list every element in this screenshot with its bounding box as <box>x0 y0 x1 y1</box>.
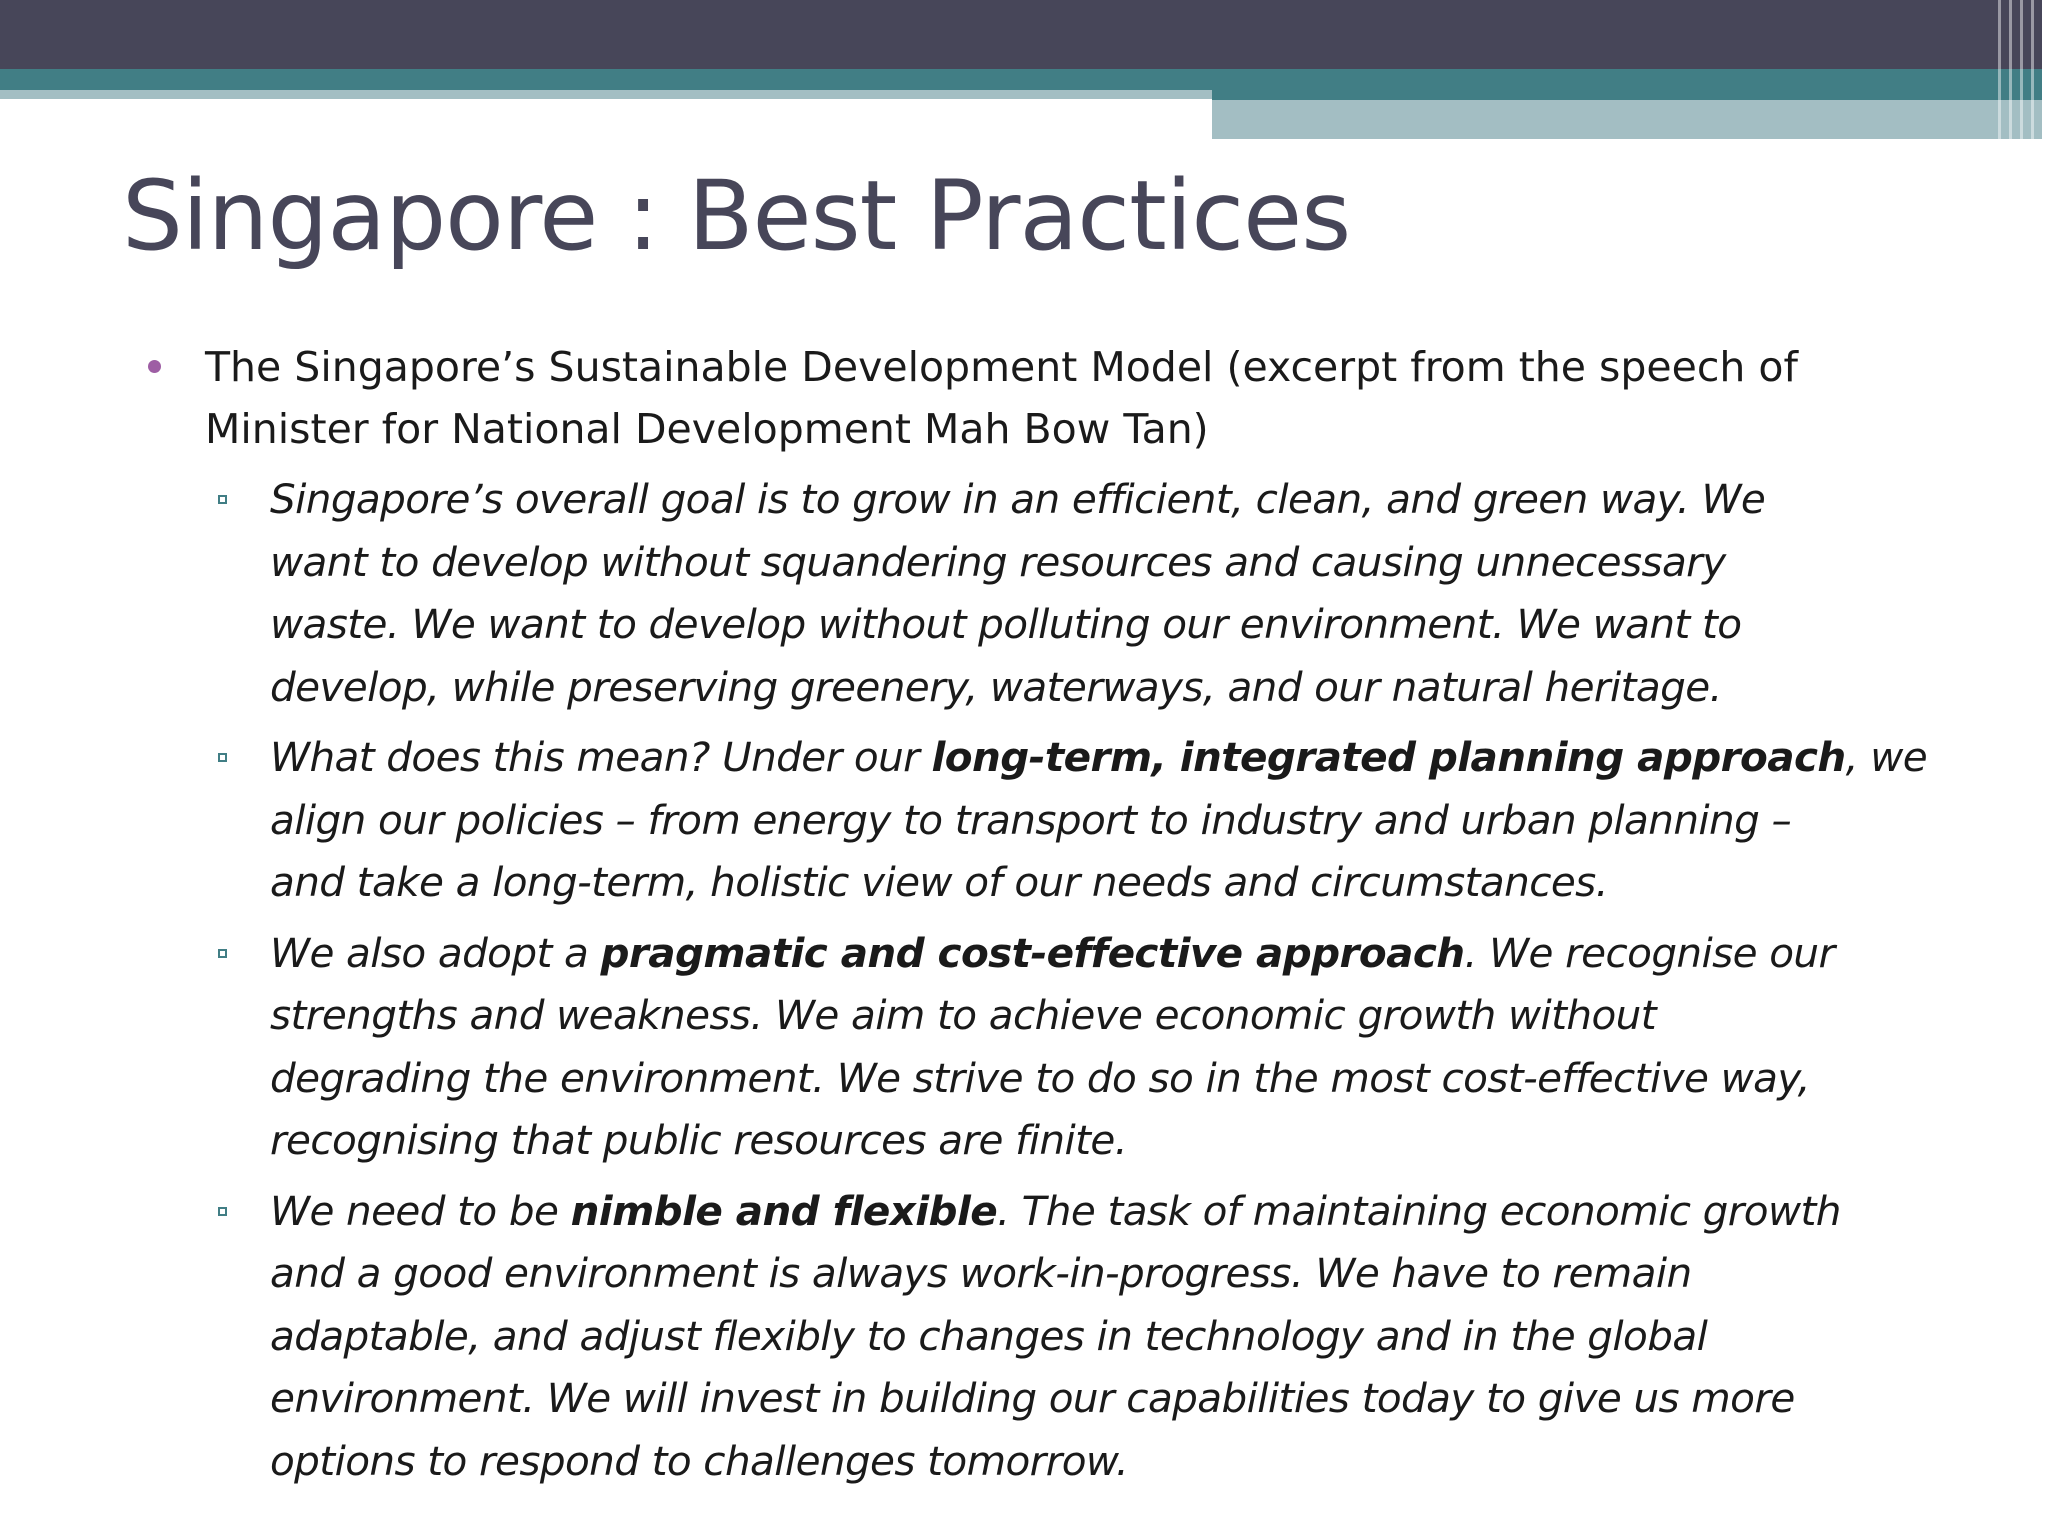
header-edge-white <box>2042 0 2048 139</box>
header-dark-band <box>0 0 2048 69</box>
square-bullet-icon <box>218 753 227 762</box>
body-text: adaptable, and adjust flexibly to changes in technology and in the global <box>270 1311 1708 1360</box>
sub-bullet-item <box>0 468 1930 718</box>
body-text: strengths and weakness. We aim to achieve economic growth without <box>270 991 1656 1039</box>
body-text: develop, while preserving greenery, waterways, and our natural heritage. <box>270 662 1722 711</box>
body-text: waste. We want to develop without polluting our environment. We want to <box>270 600 1742 648</box>
slide-title: Singapore : Best Practices <box>122 160 1351 272</box>
body-text: and take a long-term, holistic view of our needs and circumstances. <box>270 858 1608 906</box>
sub-bullet-line <box>270 468 1930 531</box>
sub-bullet-item <box>0 922 1930 1172</box>
emphasis-text: nimble and flexible <box>570 1186 998 1235</box>
body-text: degrading the environment. We strive to do so in the most cost-effective way, <box>270 1053 1810 1102</box>
header-light-band-left <box>0 90 1212 99</box>
header-edge-stripes <box>1990 0 2048 139</box>
main-bullet-line: Minister for National Development Mah Bow Tan) <box>205 405 1209 453</box>
header-teal-band-left <box>0 69 1212 90</box>
sub-bullet-line <box>270 984 1930 1047</box>
body-text: Singapore’s overall goal is to grow in an efficient, clean, and green way. We <box>270 475 1766 523</box>
body-text: . We recognise our <box>1464 928 1835 977</box>
body-text: We also adopt a <box>270 928 601 977</box>
main-bullet-item <box>0 336 1845 460</box>
header-teal-band-right <box>1212 69 2048 100</box>
sub-bullet-line <box>270 726 1930 789</box>
body-text: want to develop without squandering resources and causing unnecessary <box>270 537 1726 586</box>
body-text: . The task of maintaining economic growth <box>997 1186 1841 1235</box>
sub-bullet-line <box>270 1430 1930 1493</box>
sub-bullet-item <box>0 1180 1930 1493</box>
bullet-dot-icon <box>148 360 161 373</box>
sub-bullet-line <box>270 1305 1930 1368</box>
sub-bullet-line <box>270 789 1930 852</box>
sub-bullet-item <box>0 726 1930 914</box>
header-light-band-right <box>1212 100 2048 139</box>
main-bullet-line: The Singapore’s Sustainable Development Model (excerpt from the speech of <box>205 343 1798 391</box>
sub-bullet-line <box>270 1367 1930 1430</box>
body-text: environment. We will invest in building our capabilities today to give us more <box>270 1374 1795 1422</box>
sub-bullet-list <box>0 468 2048 1492</box>
body-text: options to respond to challenges tomorrow. <box>270 1436 1129 1485</box>
body-text: and a good environment is always work-in-progress. We have to remain <box>270 1249 1692 1297</box>
square-bullet-icon <box>218 495 227 504</box>
square-bullet-icon <box>218 949 227 958</box>
square-bullet-icon <box>218 1207 227 1216</box>
body-text: What does this mean? Under our <box>270 733 932 781</box>
sub-bullet-line <box>270 851 1930 914</box>
sub-bullet-line <box>270 1109 1930 1172</box>
body-text: recognising that public resources are finite. <box>270 1116 1127 1164</box>
sub-bullet-line <box>270 656 1930 719</box>
sub-bullet-line <box>270 1180 1930 1243</box>
sub-bullet-line <box>270 531 1930 594</box>
emphasis-text: long-term, integrated planning approach <box>931 733 1846 781</box>
slide-body <box>0 336 2048 1500</box>
sub-bullet-line <box>270 1047 1930 1110</box>
emphasis-text: pragmatic and cost-effective approach <box>600 928 1465 977</box>
body-text: , we <box>1845 733 1928 781</box>
sub-bullet-line <box>270 1242 1930 1305</box>
sub-bullet-line <box>270 922 1930 985</box>
body-text: align our policies – from energy to transport to industry and urban planning – <box>270 795 1792 844</box>
body-text: We need to be <box>270 1186 571 1235</box>
sub-bullet-line <box>270 593 1930 656</box>
